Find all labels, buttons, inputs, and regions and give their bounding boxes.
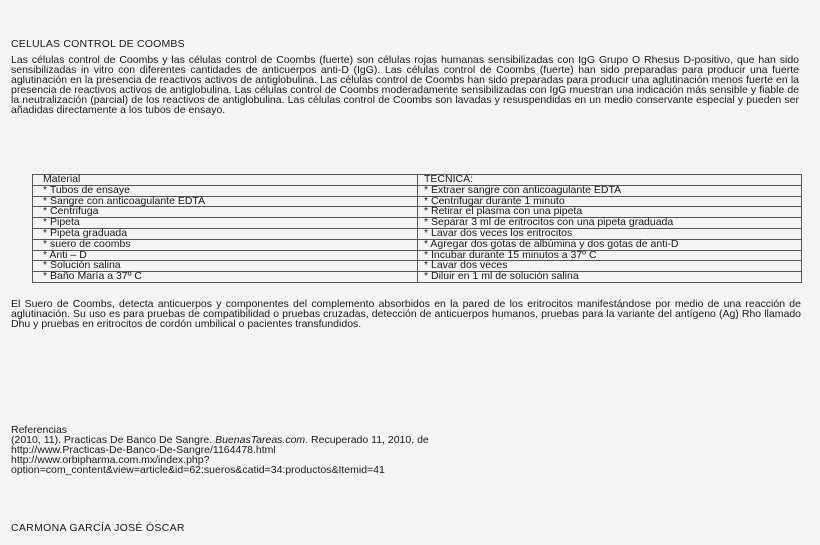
table-row [33, 207, 802, 218]
material-cell: * Sangre con anticoagulante EDTA [33, 196, 418, 207]
tecnica-cell: * Agregar dos gotas de albúmina y dos gotas de anti-D [418, 239, 802, 250]
references-heading: Referencias [11, 424, 68, 436]
table-row [33, 196, 802, 207]
material-cell: * Tubos de ensaye [33, 185, 418, 196]
tecnica-cell: * Separar 3 ml de eritrocitos con una pipeta graduada [418, 218, 802, 229]
tecnica-cell: * Incubar durante 15 minutos a 37º C [418, 250, 802, 261]
table-row [33, 218, 802, 229]
reference-suffix: . Recuperado 11, 2010, de [305, 433, 429, 446]
material-cell: * Centrifuga [33, 207, 418, 218]
intro-paragraph: Las células control de Coombs y las células control de Coombs (fuerte) son células rojas humanas sensibilizadas con IgG Grupo O Rhesus D-positivo, que han sido sensibilizadas in vitro con diferentes cantidades de anticuerpos anti-D (IgG). Las células control de Coombs (fuerte) han sido preparadas para producir una fuerte aglutinación en la presencia de reactivos activos de antiglobulina. Las células control de Coombs han sido preparadas para producir una aglutinación menos fuerte en la presencia de reactivos activos de antiglobulina. Las células control de Coombs moderadamente sensibilizadas con IgG muestran una indicación más sensible y fiable de la neutralización (parcial) de los reactivos de antiglobulina. Las células control de Coombs son lavadas y resuspendidas en un medio conservante especial y pueden ser añadidas directamente a los tubos de ensayo. [11, 54, 799, 116]
coombs-serum-paragraph: El Suero de Coombs, detecta anticuerpos y componentes del complemento absorbidos en la pared de los eritrocitos manifestándose por medio de una reacción de aglutinación. Su uso es para pruebas de compatibilidad o pruebas cruzadas, detección de anticuerpos humanos, pruebas para la variante del antígeno (Ag) Rho llamado Dhu y pruebas en eritrocitos de cordón umbilical o pacientes transfundidos. [11, 298, 801, 330]
materials-table [32, 174, 802, 283]
table-row [33, 228, 802, 239]
reference-url-1[interactable]: http://www.Practicas-De-Banco-De-Sangre/1164478.html [11, 443, 276, 456]
tecnica-cell: * Centrifugar durante 1 minuto [418, 196, 802, 207]
table-row [33, 250, 802, 261]
table-row [33, 261, 802, 272]
author-name: CARMONA GARCÍA JOSÉ ÓSCAR [11, 522, 185, 534]
tecnica-cell: * Retirar el plasma con una pipeta [418, 207, 802, 218]
tecnica-cell: * Diluir en 1 ml de solución salina [418, 272, 802, 283]
material-cell: * Pipeta graduada [33, 228, 418, 239]
table-row [33, 272, 802, 283]
reference-prefix: (2010, 11). Practicas De Banco De Sangre. [11, 433, 216, 446]
tecnica-cell: * Lavar dos veces los eritrocitos [418, 228, 802, 239]
tecnica-cell: * Lavar dos veces [418, 261, 802, 272]
references-section [11, 426, 801, 476]
table-row [33, 239, 802, 250]
reference-site: BuenasTareas.com [215, 433, 306, 446]
material-cell: * suero de coombs [33, 239, 418, 250]
document-title: CELULAS CONTROL DE COOMBS [11, 38, 185, 50]
material-cell: * Pipeta [33, 218, 418, 229]
header-material: Material [33, 175, 418, 186]
reference-url-2[interactable]: http://www.orbipharma.com.mx/index.php? [11, 453, 210, 466]
material-cell: * Baño María a 37º C [33, 272, 418, 283]
table-header-row [33, 175, 802, 186]
tecnica-cell: * Extraer sangre con anticoagulante EDTA [418, 185, 802, 196]
header-tecnica: TECNICA: [418, 175, 802, 186]
material-cell: * Anti – D [33, 250, 418, 261]
reference-url-3[interactable]: option=com_content&view=article&id=62:sueros&catid=34:productos&Itemid=41 [11, 463, 385, 476]
material-cell: * Solución salina [33, 261, 418, 272]
